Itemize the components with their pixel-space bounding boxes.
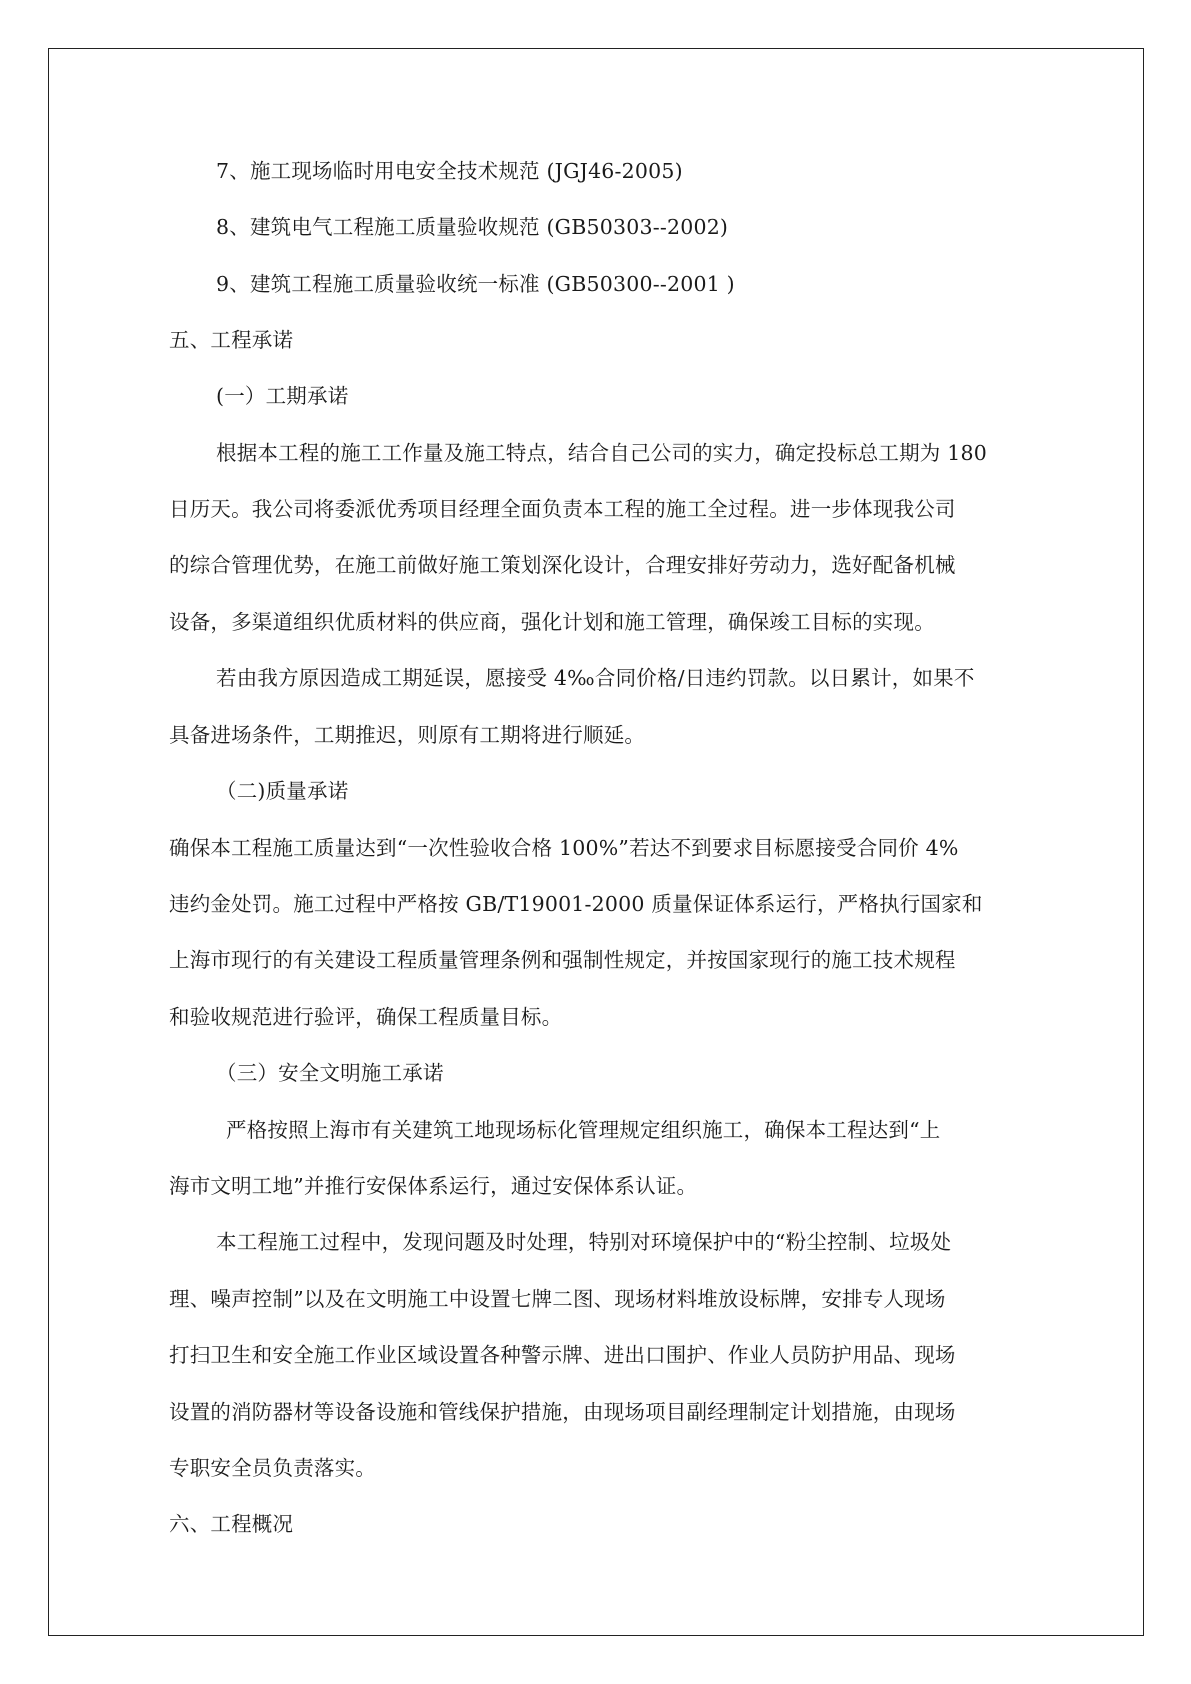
paragraph-line: 设置的消防器材等设备设施和管线保护措施，由现场项目副经理制定计划措施，由现场 bbox=[169, 1400, 956, 1424]
paragraph-line: 上海市现行的有关建设工程质量管理条例和强制性规定，并按国家现行的施工技术规程 bbox=[169, 948, 956, 972]
paragraph-line: 的综合管理优势，在施工前做好施工策划深化设计，合理安排好劳动力，选好配备机械 bbox=[169, 553, 956, 577]
paragraph-line: 若由我方原因造成工期延误，愿接受 4‰合同价格/日违约罚款。以日累计，如果不 bbox=[216, 666, 975, 690]
paragraph-line: 确保本工程施工质量达到“一次性验收合格 100%”若达不到要求目标愿接受合同价 4% bbox=[169, 836, 959, 860]
paragraph-line: 理、噪声控制”以及在文明施工中设置七牌二图、现场材料堆放设标牌，安排专人现场 bbox=[169, 1287, 946, 1311]
paragraph-line: 日历天。我公司将委派优秀项目经理全面负责本工程的施工全过程。进一步体现我公司 bbox=[169, 497, 956, 521]
subsection-heading-schedule: (一）工期承诺 bbox=[216, 384, 349, 408]
paragraph-line: 和验收规范进行验评，确保工程质量目标。 bbox=[169, 1005, 563, 1029]
paragraph-line: 海市文明工地”并推行安保体系运行，通过安保体系认证。 bbox=[169, 1174, 698, 1198]
reference-item-9: 9、建筑工程施工质量验收统一标准 (GB50300--2001 ) bbox=[216, 272, 735, 296]
paragraph-line: 设备，多渠道组织优质材料的供应商，强化计划和施工管理，确保竣工目标的实现。 bbox=[169, 610, 935, 634]
reference-item-7: 7、施工现场临时用电安全技术规范 (JGJ46-2005) bbox=[216, 159, 683, 183]
paragraph-line: 违约金处罚。施工过程中严格按 GB/T19001-2000 质量保证体系运行，严格执行国家和 bbox=[169, 892, 983, 916]
paragraph-line: 具备进场条件，工期推迟，则原有工期将进行顺延。 bbox=[169, 723, 646, 747]
paragraph-line: 本工程施工过程中，发现问题及时处理，特别对环境保护中的“粉尘控制、垃圾处 bbox=[216, 1230, 952, 1254]
paragraph-line: 专职安全员负责落实。 bbox=[169, 1456, 376, 1480]
reference-item-8: 8、建筑电气工程施工质量验收规范 (GB50303--2002) bbox=[216, 215, 729, 239]
subsection-heading-safety: （三）安全文明施工承诺 bbox=[216, 1061, 444, 1085]
section-heading-6: 六、工程概况 bbox=[169, 1512, 294, 1536]
paragraph-line: 根据本工程的施工工作量及施工特点，结合自己公司的实力，确定投标总工期为 180 bbox=[216, 441, 987, 465]
subsection-heading-quality: （二)质量承诺 bbox=[216, 779, 349, 803]
paragraph-line: 严格按照上海市有关建筑工地现场标化管理规定组织施工，确保本工程达到“上 bbox=[226, 1118, 941, 1142]
paragraph-line: 打扫卫生和安全施工作业区域设置各种警示牌、进出口围护、作业人员防护用品、现场 bbox=[169, 1343, 956, 1367]
section-heading-5: 五、工程承诺 bbox=[169, 328, 294, 352]
